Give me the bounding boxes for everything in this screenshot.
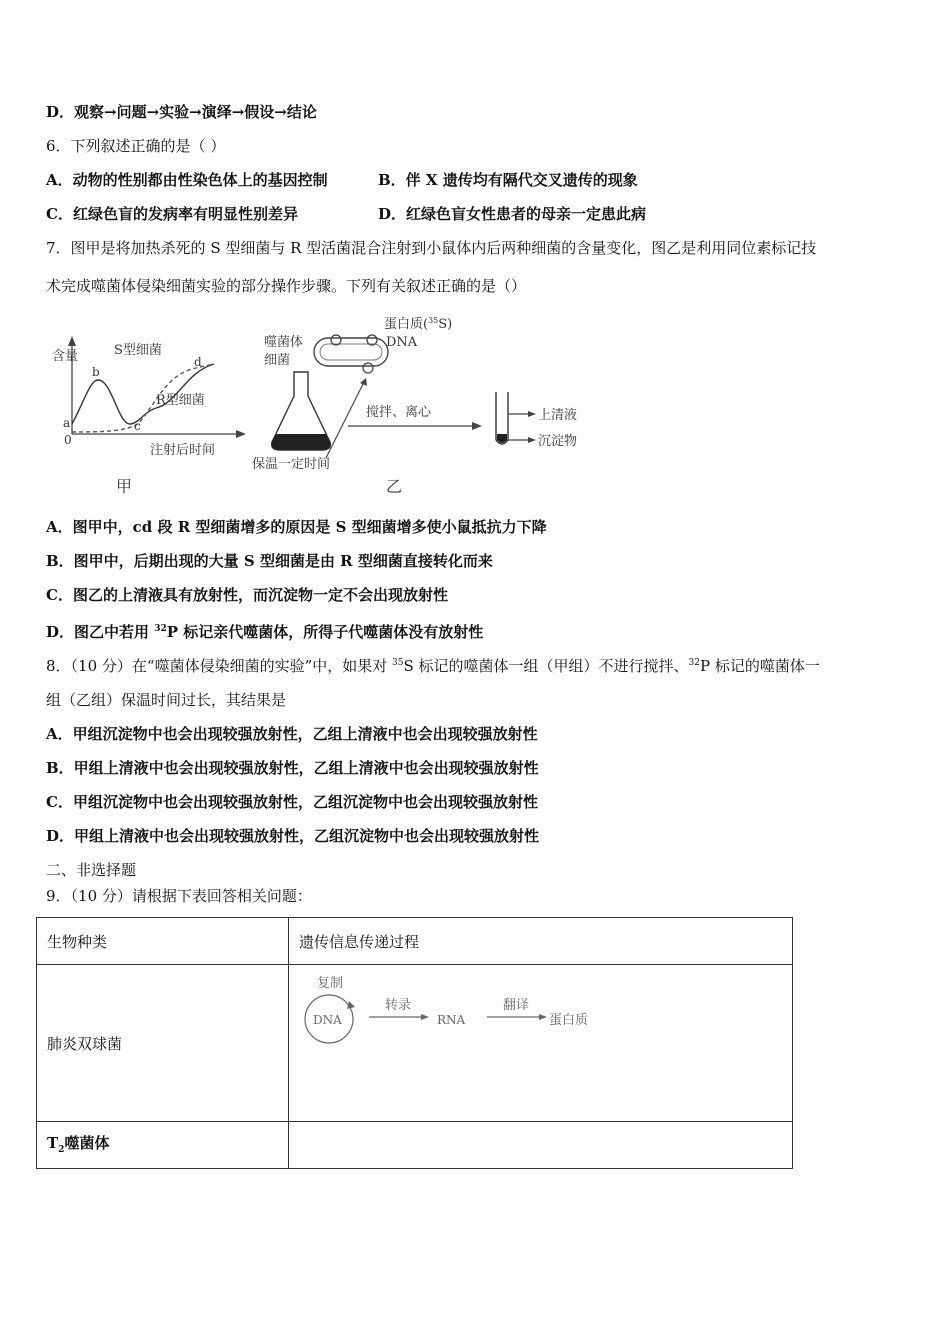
- point-c: c: [134, 419, 141, 433]
- table-header-species: 生物种类: [37, 918, 289, 965]
- flow-protein: 蛋白质: [549, 1013, 589, 1028]
- table-row: [37, 1122, 793, 1169]
- table-cell-species: $T_2$噬菌体: [37, 1122, 289, 1169]
- q8-option-c: C．甲组沉淀物中也会出现较强放射性，乙组沉淀物中也会出现较强放射性: [46, 793, 538, 811]
- point-d: d: [194, 355, 202, 369]
- figure-jia-chart: [52, 336, 246, 496]
- q9-table: [36, 917, 793, 1169]
- phage-head-3: [363, 363, 373, 373]
- q5-option-d: D．观察→问题→实验→演绎→假设→结论: [46, 103, 317, 121]
- q6-stem: 6．下列叙述正确的是（ ）: [46, 137, 226, 155]
- table-cell-process: [289, 1122, 793, 1169]
- table-header-process: 遗传信息传递过程: [289, 918, 793, 965]
- table-header-row: [37, 918, 793, 965]
- table-row: [37, 965, 793, 1122]
- stir-label: 搅拌、离心: [366, 405, 432, 420]
- arrow-to-bacterium: [326, 382, 364, 458]
- label-jia: 甲: [116, 477, 133, 496]
- point-a: a: [63, 416, 71, 430]
- y-axis-label: 含量: [52, 349, 79, 364]
- replication-label: 复制: [317, 976, 344, 991]
- q8-stem-line2: 组（乙组）保温时间过长，其结果是: [46, 691, 287, 709]
- supernatant-label: 上清液: [538, 408, 578, 423]
- figure-yi-diagram: [252, 316, 577, 496]
- q6-option-b: B．伴 X 遗传均有隔代交叉遗传的现象: [378, 171, 638, 189]
- q8-option-d: D．甲组上清液中也会出现较强放射性，乙组沉淀物中也会出现较强放射性: [46, 827, 540, 845]
- flow-dna: DNA: [313, 1013, 342, 1027]
- point-b: b: [92, 365, 100, 379]
- q7-figure: [46, 312, 646, 502]
- r-bacteria-label: R型细菌: [156, 393, 205, 408]
- q7-option-c: C．图乙的上清液具有放射性，而沉淀物一定不会出现放射性: [46, 586, 448, 604]
- phage-label: 噬菌体: [264, 335, 304, 350]
- sediment-label: 沉淀物: [538, 434, 578, 449]
- q8-option-b: B．甲组上清液中也会出现较强放射性，乙组上清液中也会出现较强放射性: [46, 759, 539, 777]
- q7-stem-line1: 7．图甲是将加热杀死的 S 型细菌与 R 型活菌混合注射到小鼠体内后两种细菌的含量变化，图乙是利用同位素标记技: [46, 239, 817, 257]
- section-2-heading: 二、非选择题: [46, 861, 137, 879]
- q7-option-b: B．图甲中，后期出现的大量 S 型细菌是由 R 型细菌直接转化而来: [46, 552, 493, 570]
- protein-label: 蛋白质($^{35}$S): [384, 316, 453, 332]
- central-dogma-diagram: [289, 965, 609, 1045]
- bacterium-label: 细菌: [264, 353, 291, 368]
- flow-rna: RNA: [437, 1013, 466, 1027]
- s-bacteria-label: S型细菌: [114, 343, 162, 358]
- origin-label: 0: [64, 433, 72, 447]
- table-cell-process: [289, 965, 793, 1122]
- dna-label: DNA: [386, 335, 418, 350]
- label-yi: 乙: [386, 477, 403, 496]
- incubate-label: 保温一定时间: [252, 457, 331, 472]
- q8-stem-line1: 8．（10 分）在“噬菌体侵染细菌的实验”中，如果对 $^{35}$S 标记的噬菌体一组（甲组）不进行搅拌、$^{32}$P 标记的噬菌体一: [46, 657, 820, 675]
- q6-option-d: D．红绿色盲女性患者的母亲一定患此病: [378, 205, 647, 223]
- table-cell-species: 肺炎双球菌: [37, 965, 289, 1122]
- q8-option-a: A．甲组沉淀物中也会出现较强放射性，乙组上清液中也会出现较强放射性: [46, 725, 538, 743]
- q6-option-a: A．动物的性别都由性染色体上的基因控制: [46, 171, 328, 189]
- q7-stem-line2: 术完成噬菌体侵染细菌实验的部分操作步骤。下列有关叙述正确的是（）: [46, 277, 527, 295]
- transcription-label: 转录: [385, 998, 412, 1013]
- q6-option-c: C．红绿色盲的发病率有明显性别差异: [46, 205, 298, 223]
- q9-stem: 9．（10 分）请根据下表回答相关问题：: [46, 887, 312, 905]
- q7-option-a: A．图甲中，cd 段 R 型细菌增多的原因是 S 型细菌增多使小鼠抵抗力下降: [46, 518, 547, 536]
- x-axis-label: 注射后时间: [150, 443, 216, 458]
- translation-label: 翻译: [503, 998, 530, 1013]
- q7-option-d: D．图乙中若用 $^{32}$P 标记亲代噬菌体，所得子代噬菌体没有放射性: [46, 623, 484, 641]
